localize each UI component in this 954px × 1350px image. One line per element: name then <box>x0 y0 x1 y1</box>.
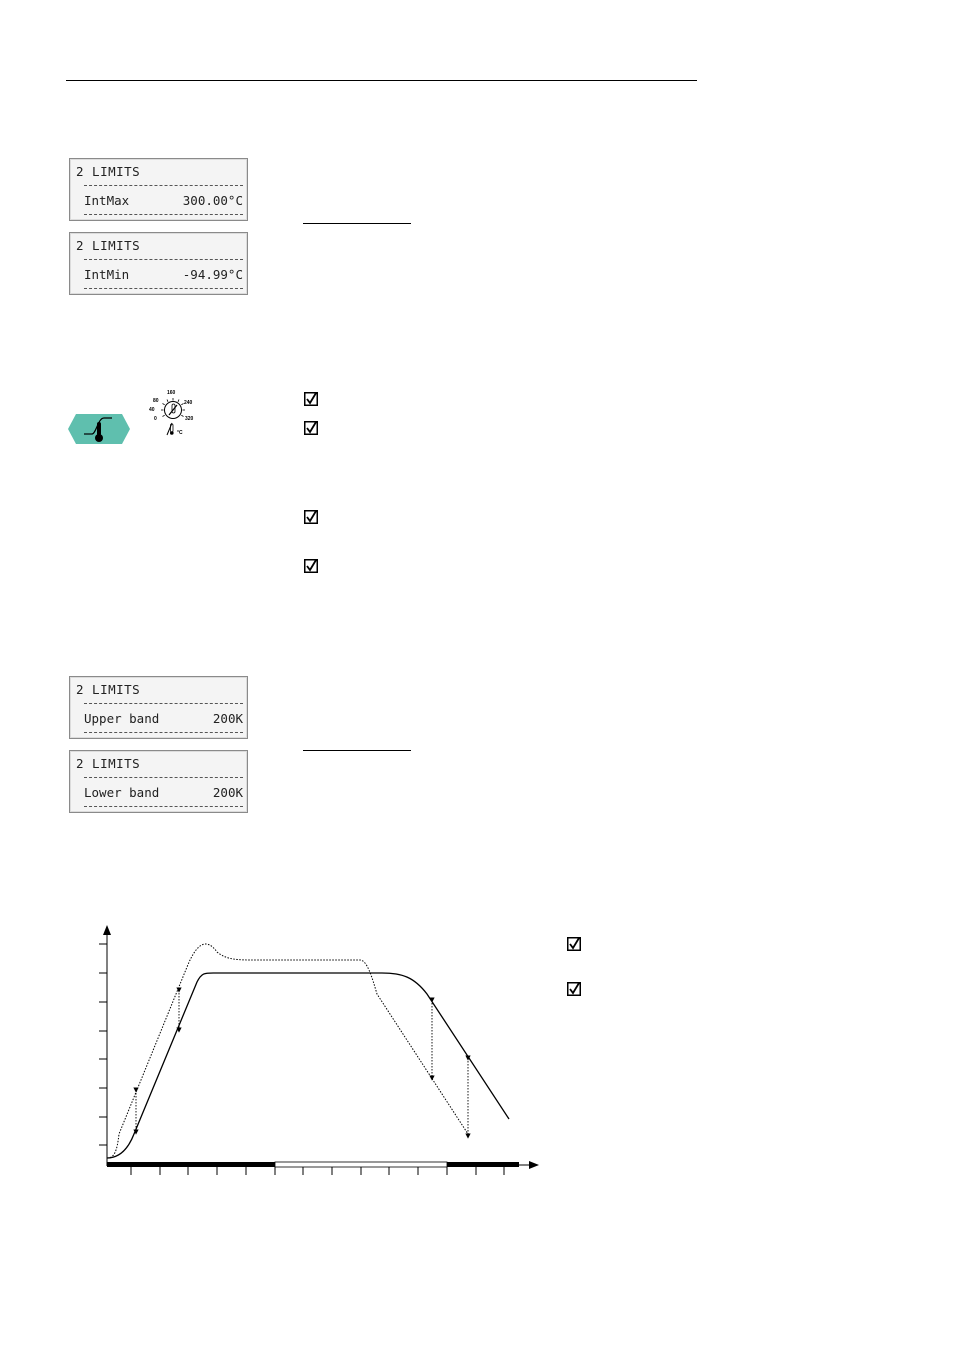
x-axis-bar-heating <box>107 1162 275 1167</box>
checkbox-checked-icon <box>567 982 581 996</box>
dial-tick-label: 160 <box>167 390 176 396</box>
lcd-param-label: Upper band <box>84 711 160 726</box>
lcd-menu-title: 2 LIMITS <box>76 238 141 253</box>
lcd-param-value: 300.00°C <box>182 193 243 208</box>
checkbox-checked-icon <box>304 559 318 573</box>
lcd-menu-title: 2 LIMITS <box>76 164 141 179</box>
lcd-menu-title: 2 LIMITS <box>76 682 141 697</box>
lcd-divider <box>84 732 243 733</box>
x-axis-bar-cooling <box>447 1162 519 1167</box>
setpoint-curve <box>107 973 509 1158</box>
actual-temperature-curve <box>107 944 468 1158</box>
lcd-divider <box>84 703 243 704</box>
lcd-panel-upper-band <box>69 676 248 739</box>
lcd-divider <box>84 777 243 778</box>
header-rule <box>66 80 697 81</box>
lcd-divider <box>84 259 243 260</box>
lcd-param-value: 200K <box>212 785 243 800</box>
lcd-menu-title: 2 LIMITS <box>76 756 141 771</box>
checkbox-checked-icon <box>304 510 318 524</box>
underline-rule <box>303 750 411 751</box>
dial-tick-label: 40 <box>149 407 155 413</box>
lcd-divider <box>84 806 243 807</box>
lcd-divider <box>84 214 243 215</box>
lcd-panel-intmin <box>69 232 248 295</box>
underline-rule <box>303 223 411 224</box>
lcd-param-label: Lower band <box>84 785 160 800</box>
dial-tick-label: 320 <box>185 416 194 422</box>
temperature-band-diagram <box>92 922 542 1182</box>
lcd-param-value: -94.99°C <box>182 267 243 282</box>
lcd-divider <box>84 185 243 186</box>
lcd-panel-intmax <box>69 158 248 221</box>
lcd-param-label: IntMax <box>84 193 130 208</box>
checkbox-checked-icon <box>567 937 581 951</box>
dial-tick-label: 240 <box>184 400 193 406</box>
temperature-limit-hex-icon <box>68 414 130 444</box>
y-axis-ticks <box>99 944 107 1145</box>
checkbox-checked-icon <box>304 421 318 435</box>
lcd-divider <box>84 288 243 289</box>
dial-tick-label: 0 <box>154 416 157 422</box>
lcd-param-value: 200K <box>212 711 243 726</box>
lcd-param-label: IntMin <box>84 267 130 282</box>
x-axis-ticks <box>131 1167 504 1175</box>
temperature-dial-icon <box>148 389 196 439</box>
lcd-panel-lower-band <box>69 750 248 813</box>
x-axis-bar-constant <box>275 1162 447 1167</box>
checkbox-checked-icon <box>304 392 318 406</box>
dial-tick-label: 80 <box>153 398 159 404</box>
dial-unit-label: °C <box>177 430 183 436</box>
